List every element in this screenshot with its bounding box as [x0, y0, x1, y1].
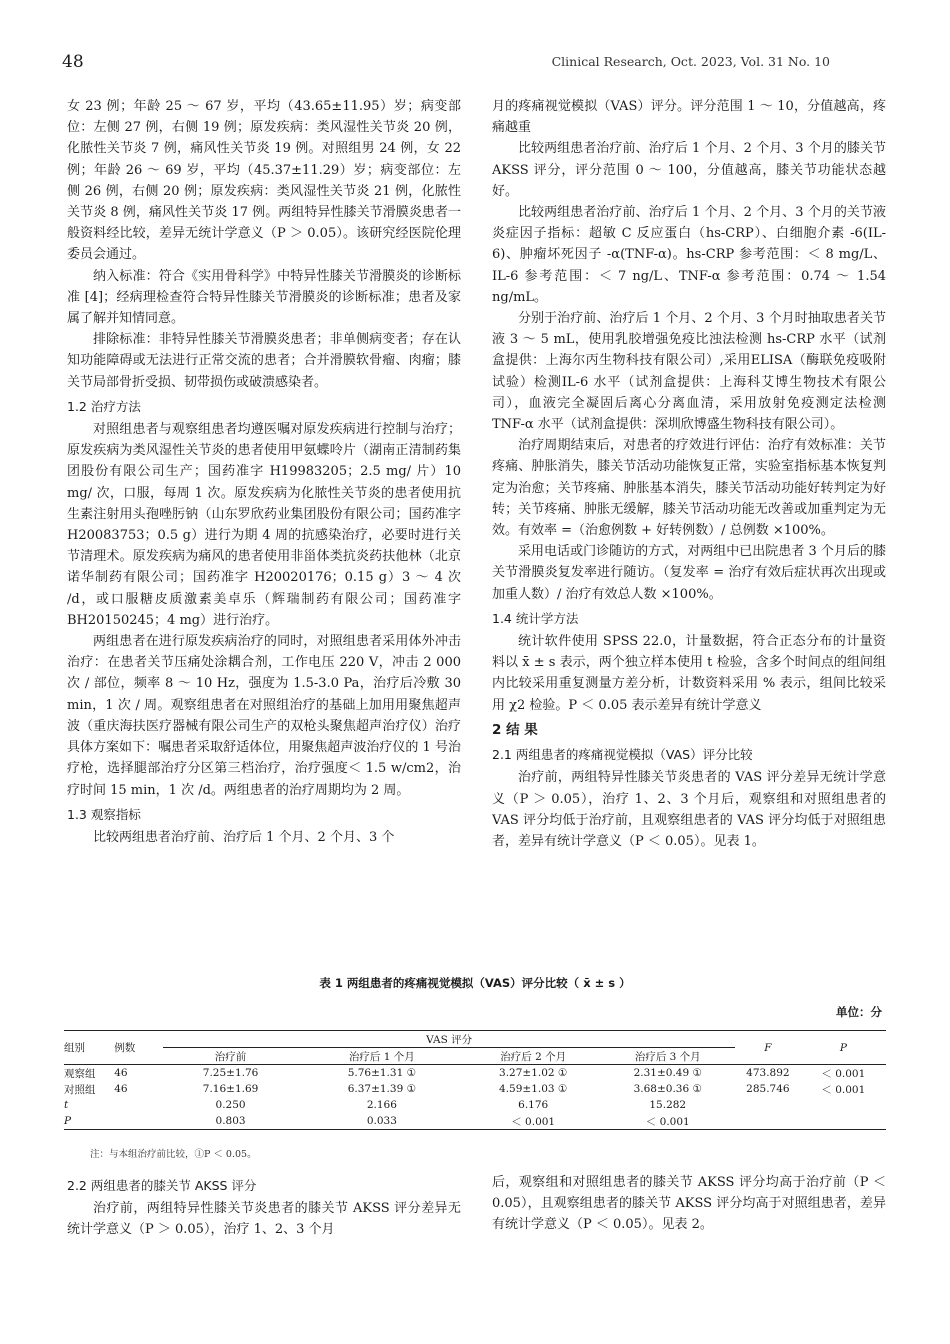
paragraph: 比较两组患者治疗前、治疗后 1 个月、2 个月、3 个: [93, 829, 395, 845]
header-f: F: [735, 1031, 801, 1065]
paragraph: 治疗周期结束后，对患者的疗效进行评估：治疗有效标准：关节疼痛、肿胀消失，膝关节活动功能恢复正常，实验室指标基本恢复判定为治愈；关节疼痛、肿胀基本消失，膝关节活动功能好转判定为好转；关节疼痛、肿胀无缓解，膝关节活动功能无改善或加重判定为无效。有效率 =（治愈例数 + 好转例数）/ 总例数 ×100%。: [492, 438, 886, 539]
cell: [114, 1097, 163, 1113]
cell: 5.76±1.31 ①: [298, 1065, 466, 1082]
section-heading: 2.1 两组患者的疼痛视觉模拟（VAS）评分比较: [492, 747, 753, 763]
cell: [801, 1097, 886, 1113]
journal-info: Clinical Research, Oct. 2023, Vol. 31 No. 10: [551, 54, 830, 69]
section-heading: 1.4 统计学方法: [492, 610, 579, 626]
paragraph: 比较两组患者治疗前、治疗后 1 个月、2 个月、3 个月的膝关节 AKSS 评分，评分范围 0 ～ 100，分值越高，膝关节功能状态越好。: [492, 141, 886, 199]
vas-table: [64, 1030, 886, 1130]
row-label: 对照组: [64, 1083, 96, 1096]
paragraph: 纳入标准：符合《实用骨科学》中特异性膝关节滑膜炎的诊断标准 [4]；经病理检查符合特异性膝关节滑膜炎的诊断标准；患者及家属了解并知情同意。: [67, 268, 461, 327]
header-n: 例数: [114, 1031, 163, 1065]
table-row: [64, 1113, 886, 1130]
paragraph: 统计软件使用 SPSS 22.0，计量数据，符合正态分布的计量资料以 x̄ ± s 表示，两个独立样本使用 t 检验，含多个时间点的组间组内比较采用重复测量方差分析，计数资料采用 % 表示，组间比较采用 χ2 检验。P ＜ 0.05 表示差异有统计学意义: [492, 634, 886, 713]
row-label: 观察组: [64, 1065, 114, 1082]
cell: 0.250: [215, 1099, 246, 1111]
cell: 0.033: [298, 1113, 466, 1130]
paragraph: 治疗前，两组特异性膝关节炎患者的膝关节 AKSS 评分差异无统计学意义（P ＞ 0.05），治疗 1、2、3 个月: [67, 1201, 461, 1238]
cell: 3.68±0.36 ①: [633, 1083, 702, 1095]
table-note: 注：与本组治疗前比较，①P ＜ 0.05。: [90, 1149, 257, 1160]
row-label: t: [64, 1099, 69, 1111]
cell: 6.176: [518, 1099, 549, 1111]
cell: ＜ 0.001: [466, 1113, 601, 1130]
left-column: [67, 96, 461, 848]
cell: 6.37±1.39 ①: [347, 1083, 417, 1095]
table-row: [64, 1065, 886, 1082]
table-row: [64, 1097, 886, 1113]
header-time: 治疗后 2 个月: [500, 1050, 567, 1063]
paragraph: 采用电话或门诊随访的方式，对两组中已出院患者 3 个月后的膝关节滑膜炎复发率进行随访。（复发率 = 治疗有效后症状再次出现或加重人数）/ 治疗有效总人数 ×100%。: [492, 544, 886, 602]
section-heading: 1.2 治疗方法: [67, 398, 141, 414]
paragraph: 排除标准：非特异性膝关节滑膜炎患者；非单侧病变者；存在认知功能障碍或无法进行正常交流的患者；合并滑膜软骨瘤、肉瘤；膝关节局部骨折受损、韧带损伤或破溃感染者。: [67, 332, 461, 390]
table-unit: 单位：分: [836, 1005, 882, 1019]
header-vas: VAS 评分: [163, 1031, 735, 1048]
paragraph: 月的疼痛视觉模拟（VAS）评分。评分范围 1 ～ 10，分值越高，疼痛越重: [492, 99, 886, 136]
page-header: [62, 52, 888, 74]
header-group: 组别: [64, 1031, 114, 1065]
cell: 3.27±1.02 ①: [466, 1065, 601, 1082]
section-heading: 2.2 两组患者的膝关节 AKSS 评分: [67, 1178, 257, 1193]
cell: [801, 1113, 886, 1130]
header-time: 治疗前: [214, 1050, 247, 1063]
page-number: 48: [62, 52, 84, 72]
cell: 46: [114, 1065, 163, 1082]
header-time: 治疗后 1 个月: [348, 1050, 415, 1063]
paragraph: 对照组患者与观察组患者均遵医嘱对原发疾病进行控制与治疗；原发疾病为类风湿性关节炎的患者使用甲氨蝶呤片（湖南正清制药集团股份有限公司生产；国药准字 H19983205；2.5 mg/ 片）10 mg/ 次，口服，每周 1 次。原发疾病为化脓性关节炎的患者使用抗生素注射用头孢唑肟钠（山东罗欣药业集团股份有限公司；国药准字 H20083753；0.5 g）进行为期 4 周的抗感染治疗，必要时进行关节清理术。原发疾病为痛风的患者使用非甾体类抗炎药扶他林（北京诺华制药有限公司；国药准字 H20020176；0.15 g）3 ～ 4 次 /d，或口服糖皮质激素美卓乐（辉瑞制药有限公司；国药准字 BH20150245；4 mg）进行治疗。: [67, 422, 461, 628]
cell: [114, 1113, 163, 1130]
paragraph: 后，观察组和对照组患者的膝关节 AKSS 评分均高于治疗前（P ＜ 0.05），且观察组患者的膝关节 AKSS 评分均高于对照组患者，差异有统计学意义（P ＜ 0.05）。见表 2。: [492, 1175, 886, 1233]
section-2-2-right: [492, 1172, 886, 1236]
cell: 15.282: [649, 1099, 687, 1111]
cell: 0.803: [163, 1113, 298, 1130]
table-caption: 表 1 两组患者的疼痛视觉模拟（VAS）评分比较（ x̄ ± s ）: [319, 976, 631, 990]
row-label: P: [64, 1113, 114, 1130]
cell: 2.166: [366, 1099, 397, 1111]
section-2-2-left: [67, 1172, 461, 1241]
header-p: P: [801, 1031, 886, 1065]
cell: 7.25±1.76: [163, 1065, 298, 1082]
cell: ＜ 0.001: [821, 1083, 866, 1096]
paragraph: 比较两组患者治疗前、治疗后 1 个月、2 个月、3 个月的关节液炎症因子指标：超敏 C 反应蛋白（hs-CRP）、白细胞介素 -6(IL-6)、肿瘤坏死因子 -α(TNF-α)。hs-CRP 参考范围：＜ 8 mg/L、IL-6 参考范围：＜ 7 ng/L、TNF-α 参考范围：0.74 ～ 1.54 ng/mL。: [492, 205, 886, 305]
cell: [735, 1097, 801, 1113]
cell: 473.892: [735, 1065, 801, 1082]
cell: 2.31±0.49 ①: [600, 1065, 735, 1082]
paragraph: 女 23 例；年龄 25 ～ 67 岁，平均（43.65±11.95）岁；病变部位：左侧 27 例，右侧 19 例；原发疾病：类风湿性关节炎 20 例，化脓性关节炎 7 例，痛风性关节炎 19 例。对照组男 24 例，女 22 例；年龄 26 ～ 69 岁，平均（45.37±11.29）岁；病变部位：左侧 26 例，右侧 20 例；原发疾病：类风湿性关节炎 21 例，化脓性关节炎 8 例，痛风性关节炎 17 例。两组特异性膝关节滑膜炎患者一般资料经比较，差异无统计学意义（P ＞ 0.05）。该研究经医院伦理委员会通过。: [67, 99, 461, 263]
header-time: 治疗后 3 个月: [634, 1050, 701, 1063]
table-row: [64, 1081, 886, 1097]
cell: ＜ 0.001: [600, 1113, 735, 1130]
paragraph: 治疗前，两组特异性膝关节炎患者的 VAS 评分差异无统计学意义（P ＞ 0.05），治疗 1、2、3 个月后，观察组和对照组患者的 VAS 评分均低于治疗前，且观察组患者的 VAS 评分均低于对照组患者，差异有统计学意义（P ＜ 0.05）。见表 1。: [492, 770, 886, 849]
cell: 4.59±1.03 ①: [499, 1083, 568, 1095]
cell: 7.16±1.69: [202, 1083, 259, 1095]
cell: 46: [114, 1083, 128, 1095]
section-heading: 2 结 果: [492, 721, 538, 738]
right-column: [492, 96, 886, 852]
section-heading: 1.3 观察指标: [67, 806, 141, 822]
cell: [735, 1113, 801, 1130]
cell: ＜ 0.001: [801, 1065, 886, 1082]
paragraph: 分别于治疗前、治疗后 1 个月、2 个月、3 个月时抽取患者关节液 3 ～ 5 mL，使用乳胶增强免疫比浊法检测 hs-CRP 水平（试剂盒提供：上海尔丙生物科技有限公司）,采用ELISA（酶联免疫吸附试验）检测IL-6 水平（试剂盒提供：上海科艾博生物技术有限公司），血液完全凝固后离心分离血清，采用放射免疫测定法检测 TNF-α 水平（试剂盒提供：深圳欣博盛生物科技有限公司）。: [492, 311, 886, 433]
paragraph: 两组患者在进行原发疾病治疗的同时，对照组患者采用体外冲击治疗：在患者关节压痛处涂耦合剂，工作电压 220 V，冲击 2 000 次 / 部位，频率 8 ～ 10 Hz，强度为 1.5-3.0 Pa，治疗后冷敷 30 min，1 次 / 周。观察组患者在对照组治疗的基础上加用用聚焦超声波（重庆海扶医疗器械有限公司生产的双枪头聚焦超声治疗仪）治疗具体方案如下：嘱患者采取舒适体位，用聚焦超声波治疗仪的 1 号治疗枪，选择腿部治疗分区第三档治疗，治疗强度＜ 1.5 w/cm2，治疗时间 15 min，1 次 /d。两组患者的治疗周期均为 2 周。: [67, 634, 461, 798]
cell: 285.746: [746, 1083, 790, 1095]
